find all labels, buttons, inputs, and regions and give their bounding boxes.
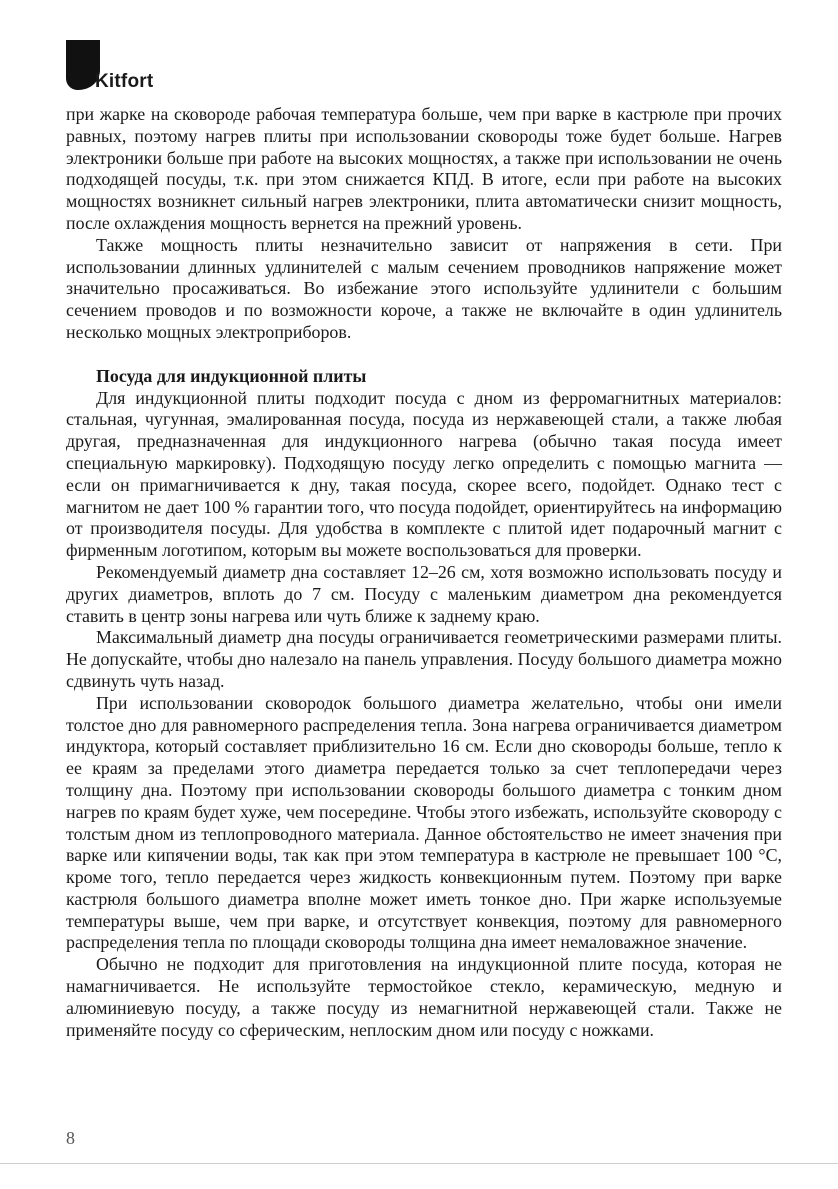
- brand-logo: [66, 40, 153, 90]
- brand-name: Kitfort: [95, 71, 154, 92]
- paragraph-cookware-materials: Для индукционной плиты подходит посуда с дном из ферромагнитных материалов: стальная, чугунная, эмалированная посуда, посуда из нержавеющей стали, а также любая другая, предназначенная для индукционного нагрева (обычно такая посуда имеет специальную маркировку). Подходящую посуду легко определить с помощью магнита — если он примагничивается к дну, такая посуда, скорее всего, подойдет. Однако тест с магнитом не дает 100 % гарантии того, что посуда подойдет, ориентируйтесь на информацию от производителя посуды. Для удобства в комплекте с плитой идет подарочный магнит с фирменным логотипом, которым вы можете воспользоваться для проверки.: [66, 387, 782, 561]
- section-heading: Посуда для индукционной плиты: [96, 365, 367, 386]
- page-edge-divider: [0, 1163, 838, 1164]
- page-number: 8: [66, 1128, 75, 1148]
- document-body: [66, 104, 782, 1041]
- paragraph-unsuitable-cookware: Обычно не подходит для приготовления на индукционной плите посуда, которая не намагничивается. Не используйте термостойкое стекло, керамическую, медную и алюминиевую посуду, а также посуду из немагнитной нержавеющей стали. Также не применяйте посуду со сферическим, неплоским дном или посуду с ножками.: [66, 954, 782, 1040]
- paragraph-continued: при жарке на сковороде рабочая температура больше, чем при варке в кастрюле при прочих равных, поэтому нагрев плиты при использовании сковороды тоже будет больше. Нагрев электроники больше при работе на высоких мощностях, а также при использовании не очень подходящей посуды, т.к. при этом снижается КПД. В итоге, если при работе на высоких мощностях возникнет сильный нагрев электроники, плита автоматически снизит мощность, после охлаждения мощность вернется на прежний уровень.: [66, 104, 782, 233]
- paragraph-large-pans: При использовании сковородок большого диаметра желательно, чтобы они имели толстое дно для равномерного распределения тепла. Зона нагрева ограничивается диаметром индуктора, который составляет приблизительно 16 см. Если дно сковороды больше, тепло к ее краям за пределами этого диаметра передается только за счет теплопередачи через толщину дна. Поэтому при использовании сковороды большого диаметра с тонким дном нагрев по краям будет хуже, чем посередине. Чтобы этого избежать, используйте сковороду с толстым дном из теплопроводного материала. Данное обстоятельство не имеет значения при варке или кипячении воды, так как при этом температура в кастрюле не превышает 100 °C, кроме того, тепло передается через жидкость конвекционным путем. Поэтому при варке кастрюля большого диаметра вполне может иметь тонкое дно. При жарке используемые температуры выше, чем при варке, и отсутствует конвекция, поэтому для равномерного распределения тепла по площади сковороды толщина дна имеет немаловажное значение.: [66, 692, 782, 953]
- paragraph-max-diameter: Максимальный диаметр дна посуды ограничивается геометрическими размерами плиты. Не допускайте, чтобы дно налезало на панель управления. Посуду большого диаметра можно сдвинуть чуть назад.: [66, 627, 782, 691]
- paragraph-recommended-diameter: Рекомендуемый диаметр дна составляет 12–26 см, хотя возможно использовать посуду и других диаметров, вплоть до 7 см. Посуду с маленьким диаметром дна рекомендуется ставить в центр зоны нагрева или чуть ближе к заднему краю.: [66, 561, 782, 626]
- paragraph-voltage: Также мощность плиты незначительно зависит от напряжения в сети. При использовании длинных удлинителей с малым сечением проводников напряжение может значительно просаживаться. Во избежание этого используйте удлинители с большим сечением проводов и по возможности короче, а также не включайте в один удлинитель несколько мощных электроприборов.: [66, 234, 782, 342]
